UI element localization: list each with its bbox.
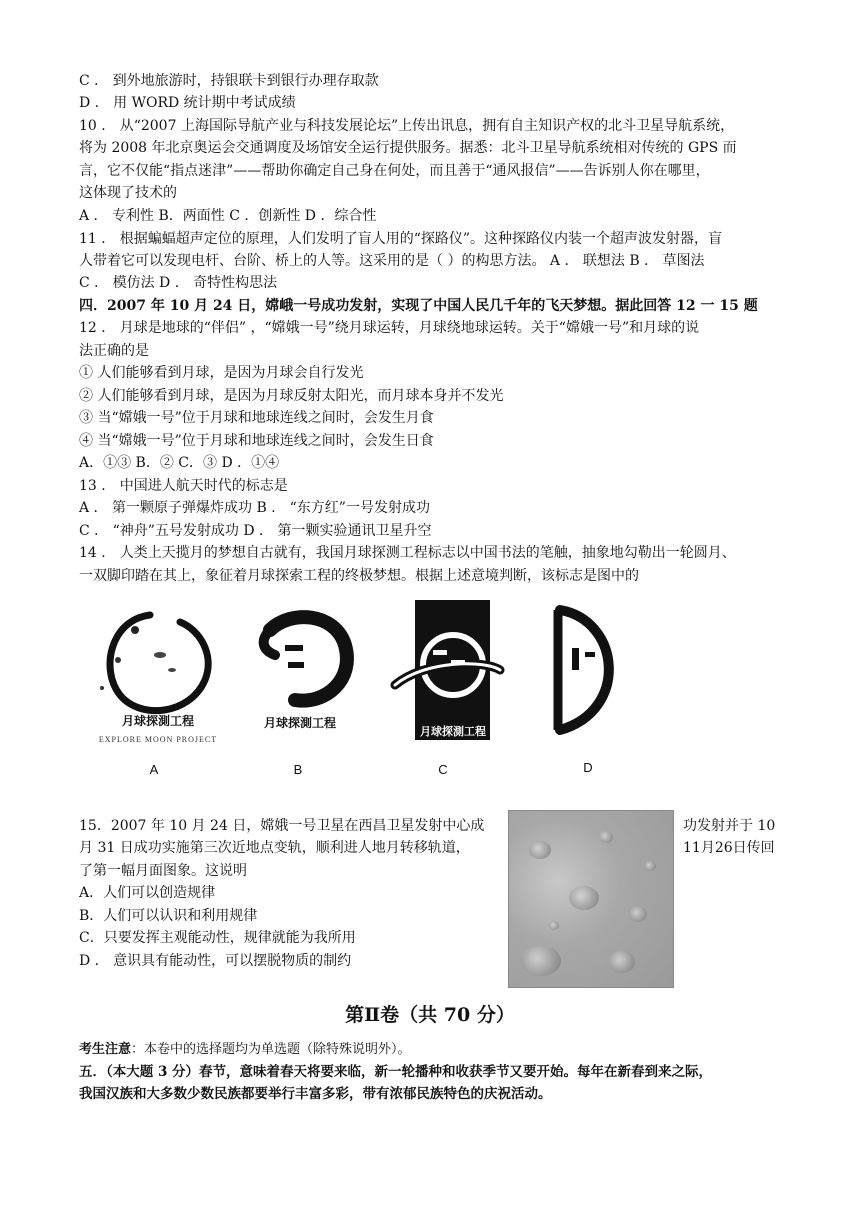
crater [529,841,551,859]
logo-d [530,600,640,780]
notice-label: 考生注意 [79,1042,132,1057]
q15-option-c: C．只要发挥主观能动性，规律就能为我所用 [79,930,356,946]
q10-options: A ． 专利性 B．两面性 C ．创新性 D ．综合性 [79,208,377,224]
q13-options-ab: A ． 第一颗原子弹爆炸成功 B ． “东方红”一号发射成功 [79,500,430,516]
logo-c-label: C [438,762,448,777]
q11-line-2: 人带着它可以发现电杆、台阶、桥上的人等。这采用的是（ ）的构思方法。 A ． 联想法 B ． 草图法 [79,253,705,269]
option-c-line: C ． 到外地旅游时，持银联卡到银行办理存取款 [79,73,379,89]
q10-line-4: 这体现了技术的 [79,185,177,201]
q12-line-2: 法正确的是 [79,343,149,359]
crater [599,831,613,843]
crater [629,906,647,922]
logo-b-moon-stroke [270,617,347,701]
q15-line-1-right: 功发射并于 10 [683,818,776,834]
notice-line [79,1039,411,1061]
notice-text: ：本卷中的选择题均为单选题（除特殊说明外）。 [131,1042,411,1057]
q15-line-2-left: 月 31 日成功实施第三次近地点变轨，顺利进人地月转移轨道， [79,840,470,856]
q11-line-1: 11 ． 根据蝙蝠超声定位的原理，人们发明了盲人用的“探路仪”。这种探路仪内装一个超声波发射器，盲 [79,231,723,247]
logo-a-moon-stroke [110,615,208,711]
logo-c-title: 月球探測工程 [420,725,486,738]
logo-a-label: A [149,762,159,777]
q15-option-b: B．人们可以认识和利用规律 [79,908,258,924]
q12-options: A．①③ B．② C．③ D ．①④ [79,455,280,471]
logo-c [385,590,505,780]
logo-b-tail [264,630,275,655]
logo-a-title: 月球探測工程 [121,714,195,728]
q12-statement-2: ② 人们能够看到月球，是因为月球反射太阳光，而月球本身并不发光 [79,388,504,404]
part2-title: 第Ⅱ卷（共 70 分） [345,1004,515,1026]
logo-a-dot-1 [131,626,139,634]
logo-c-footprint-1 [433,650,447,655]
logo-a-dot-3 [100,686,104,690]
logo-d-footprint-1 [572,648,579,670]
q12-statement-4: ④ 当“嫦娥一号”位于月球和地球连线之间时，会发生日食 [79,433,434,449]
logo-d-moon-arc [560,610,609,730]
logo-d-footprint-2 [585,652,595,657]
moon-surface-photo [508,810,674,988]
q10-line-2: 将为 2008 年北京奥运会交通调度及场馆安全运行提供服务。据悉：北斗卫星导航系统相对传统的 GPS 而 [79,140,737,156]
crater [609,951,635,973]
logo-a-mark-1 [154,652,166,658]
q11-line-3: C ． 模仿法 D ． 奇特性构思法 [79,275,278,291]
crater [521,946,561,976]
q12-line-1: 12 ． 月球是地球的“伴侣” ，“嫦娥一号”绕月球运转，月球绕地球运转。关于“嫦娥一号”和月球的说 [79,320,700,336]
q15-line-3: 了第一幅月面图象。这说明 [79,863,247,879]
logo-a-subtitle: EXPLORE MOON PROJECT [98,735,218,744]
logo-b [240,600,370,780]
q15-line-1-left: 15．2007 年 10 月 24 日，嫦娥一号卫星在西昌卫星发射中心成 [79,818,485,834]
crater [644,861,656,871]
q14-line-2: 一双脚印踏在其上，象征着月球探索工程的终极梦想。根据上述意境判断，该标志是图中的 [79,568,639,584]
q12-statement-1: ① 人们能够看到月球，是因为月球会自行发光 [79,365,364,381]
logo-a-dot-2 [115,657,121,663]
logo-b-label: B [293,762,303,777]
logo-b-footprint-2 [288,662,304,668]
q5-line-1: 五．（本大题 3 分）春节，意味着春天将要来临，新一轮播种和收获季节又要开始。每年在新春到来之际， [79,1064,713,1080]
q13-stem: 13 ． 中国进人航天时代的标志是 [79,478,288,494]
logo-a [80,600,240,780]
q15-option-d: D ． 意识具有能动性，可以摆脱物质的制约 [79,953,352,969]
section4-heading: 四．2007 年 10 月 24 日，嫦峨一号成功发射，实现了中国人民几千年的飞天梦想。据此回答 12 一 15 题 [79,298,758,314]
option-d-line: D ． 用 WORD 统计期中考试成绩 [79,95,296,111]
q10-line-1: 10 ． 从“2007 上海国际导航产业与科技发展论坛”上传出讯息，拥有自主知识产权的北斗卫星导航系统， [79,118,735,134]
q15-line-2-right: 11月26日传回 [683,840,775,856]
q10-line-3: 言，它不仅能“指点迷津”——帮助你确定自己身在何处，而且善于“通风报信”——告诉别人你在哪里， [79,163,710,179]
logo-b-footprint-1 [285,645,303,651]
logo-a-mark-2 [168,668,176,672]
logo-d-label: D [583,760,593,775]
q14-line-1: 14 ． 人类上天揽月的梦想自古就有，我国月球探测工程标志以中国书法的笔触，抽象地勾勒出一轮圆月、 [79,545,736,561]
logo-c-footprint-2 [451,660,465,665]
q15-option-a: A．人们可以创造规律 [79,885,216,901]
q12-statement-3: ③ 当“嫦娥一号”位于月球和地球连线之间时，会发生月食 [79,410,434,426]
q13-options-cd: C ． “神舟”五号发射成功 D ． 第一颗实验通讯卫星升空 [79,523,432,539]
logo-b-title: 月球探測工程 [263,716,337,730]
q5-line-2: 我国汉族和大多数少数民族都要举行丰富多彩，带有浓郁民族特色的庆祝活动。 [79,1086,552,1102]
crater [569,886,599,910]
crater [549,921,559,930]
